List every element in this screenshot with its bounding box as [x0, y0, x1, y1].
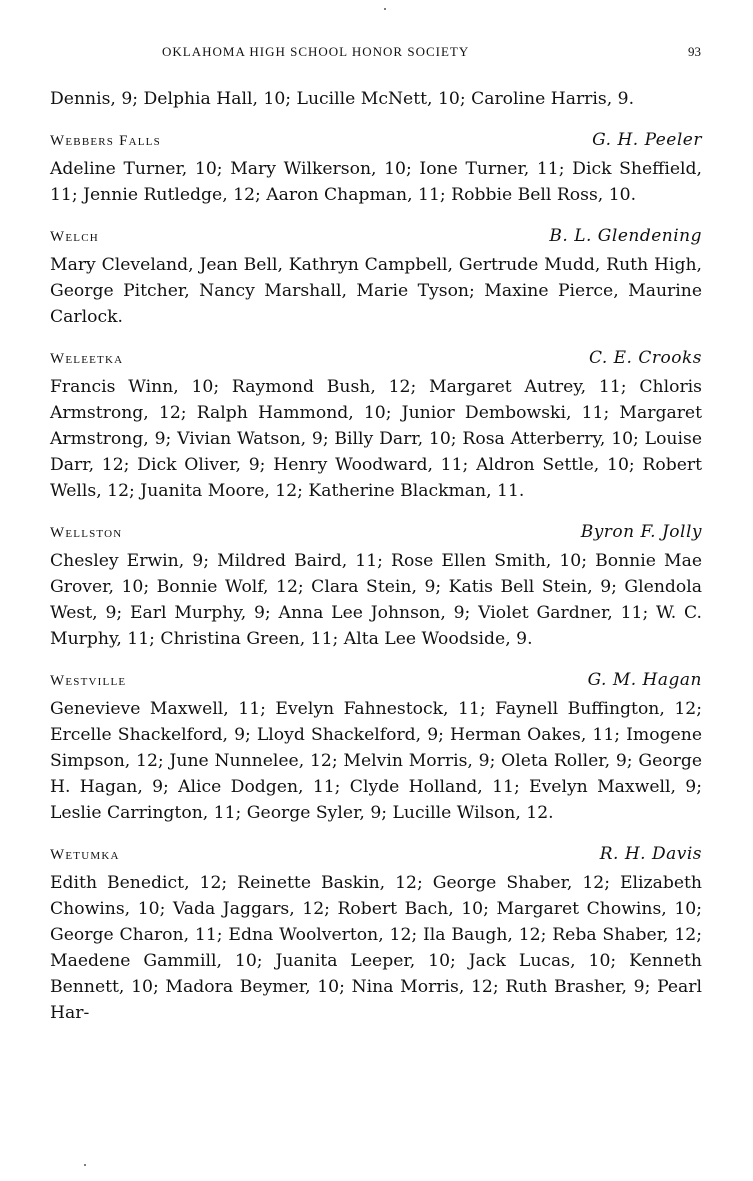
school-entry-westville [50, 666, 702, 826]
running-head [50, 44, 703, 64]
continued-member-list: Dennis, 9; Delphia Hall, 10; Lucille McNett, 10; Caroline Harris, 9. [50, 89, 635, 109]
school-name: Weleetka [50, 351, 124, 367]
school-heading [50, 840, 702, 868]
member-list: Chesley Erwin, 9; Mildred Baird, 11; Rose Ellen Smith, 10; Bonnie Mae Grover, 10; Bonnie Wolf, 12; Clara Stein, 9; Katis Bell Stein, 9; Glendola West, 9; Earl Murphy, 9; Anna Lee Johnson, 9; Violet Gardner, 11; W. C. Murphy, 11; Christina Green, 11; Alta Lee Woodside, 9. [50, 551, 702, 649]
school-entry-welch [50, 222, 702, 330]
school-entry-weleetka [50, 344, 702, 504]
scan-speck [384, 8, 386, 10]
member-list: Mary Cleveland, Jean Bell, Kathryn Campbell, Gertrude Mudd, Ruth High, George Pitcher, Nancy Marshall, Marie Tyson; Maxine Pierce, Maurine Carlock. [50, 255, 702, 327]
school-heading [50, 344, 702, 372]
school-heading [50, 518, 702, 546]
page-number: 93 [688, 44, 701, 59]
school-sponsor: G. M. Hagan [587, 670, 702, 690]
school-entry-webbers-falls [50, 126, 702, 208]
school-sponsor: Byron F. Jolly [580, 522, 702, 542]
member-list: Edith Benedict, 12; Reinette Baskin, 12; George Shaber, 12; Elizabeth Chowins, 10; Vada Jaggars, 12; Robert Bach, 10; Margaret Chowins, 10; George Charon, 11; Edna Woolverton, 12; Ila Baugh, 12; Reba Shaber, 12; Maedene Gammill, 10; Juanita Leeper, 10; Jack Lucas, 10; Kenneth Bennett, 10; Madora Beymer, 10; Nina Morris, 12; Ruth Brasher, 9; Pearl Har- [50, 873, 702, 1023]
school-name: Westville [50, 673, 127, 689]
school-name: Wellston [50, 525, 123, 541]
school-entry-wetumka [50, 840, 702, 1026]
school-name: Webbers Falls [50, 133, 161, 149]
school-sponsor: G. H. Peeler [592, 130, 702, 150]
member-list: Adeline Turner, 10; Mary Wilkerson, 10; Ione Turner, 11; Dick Sheffield, 11; Jennie Rutledge, 12; Aaron Chapman, 11; Robbie Bell Ross, 10. [50, 159, 702, 205]
school-entry-wellston [50, 518, 702, 652]
school-heading [50, 222, 702, 250]
member-list: Francis Winn, 10; Raymond Bush, 12; Margaret Autrey, 11; Chloris Armstrong, 12; Ralph Hammond, 10; Junior Dembowski, 11; Margaret Armstrong, 9; Vivian Watson, 9; Billy Darr, 10; Rosa Atterberry, 10; Louise Darr, 12; Dick Oliver, 9; Henry Woodward, 11; Aldron Settle, 10; Robert Wells, 12; Juanita Moore, 12; Katherine Blackman, 11. [50, 377, 702, 501]
school-sponsor: R. H. Davis [599, 844, 702, 864]
member-list: Genevieve Maxwell, 11; Evelyn Fahnestock, 11; Faynell Buffington, 12; Ercelle Shackelford, 9; Lloyd Shackelford, 9; Herman Oakes, 11; Imogene Simpson, 12; June Nunnelee, 12; Melvin Morris, 9; Oleta Roller, 9; George H. Hagan, 9; Alice Dodgen, 11; Clyde Holland, 11; Evelyn Maxwell, 9; Leslie Carrington, 11; George Syler, 9; Lucille Wilson, 12. [50, 699, 702, 823]
scan-speck [84, 1164, 86, 1166]
school-name: Wetumka [50, 847, 120, 863]
running-title: OKLAHOMA HIGH SCHOOL HONOR SOCIETY [162, 44, 470, 59]
school-name: Welch [50, 229, 99, 245]
school-sponsor: B. L. Glendening [549, 226, 702, 246]
school-heading [50, 666, 702, 694]
page-body [50, 86, 702, 1026]
school-heading [50, 126, 702, 154]
school-sponsor: C. E. Crooks [588, 348, 702, 368]
